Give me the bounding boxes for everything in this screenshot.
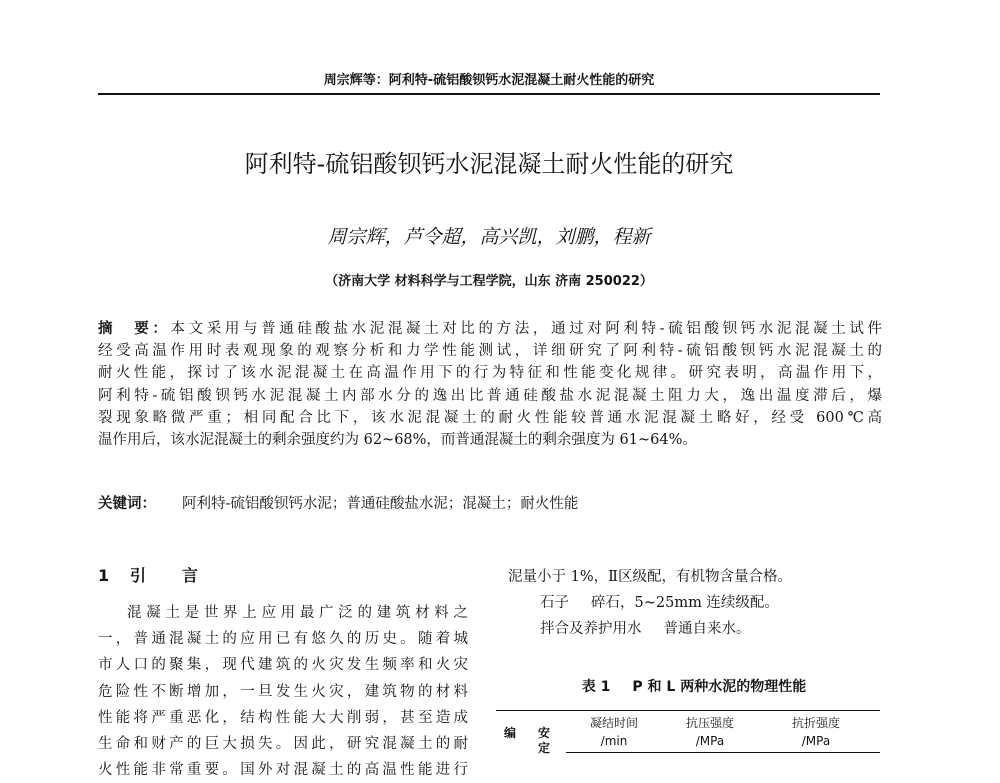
table-caption: [508, 677, 880, 697]
materials-body: [508, 564, 880, 642]
author-list: 周宗辉，芦令超，高兴凯，刘鹏，程新: [327, 226, 651, 248]
table-header-flexural-unit: /MPa: [801, 734, 831, 748]
table-number: 表 1: [581, 679, 611, 695]
abstract: [98, 318, 882, 451]
abstract-line: 经受高温作用时表观现象的观察分析和力学性能测试，详细研究了阿利特-硫铝酸钡钙水泥混凝土的: [98, 343, 882, 360]
paper-title: 阿利特-硫铝酸钡钙水泥混凝土耐火性能的研究: [244, 150, 734, 178]
section-number: 1: [98, 566, 110, 585]
abstract-line: 阿利特-硫铝酸钡钙水泥混凝土内部水分的逸出比普通硅酸盐水泥混凝土阻力大，逸出温度滞后，爆: [98, 387, 882, 404]
section-heading-char: 言: [182, 566, 199, 585]
stone-text: 碎石，5~25mm 连续级配。: [591, 595, 779, 611]
abstract-label: 摘 要：: [98, 321, 171, 337]
table-header-stability: 安定: [538, 726, 551, 755]
body-line: 生命和财产的巨大损失。因此，研究混凝土的耐: [98, 735, 468, 752]
water-label: 拌合及养护用水: [540, 621, 642, 637]
abstract-line: 裂现象略微严重；相同配合比下，该水泥混凝土的耐火性能较普通水泥混凝土略好，经受 600℃高: [98, 409, 882, 426]
section-heading: [98, 565, 298, 587]
table-header-number: 编: [504, 726, 517, 740]
abstract-line: 耐火性能，探讨了该水泥混凝土在高温作用下的行为特征和性能变化规律。研究表明，高温作用下，: [98, 365, 882, 382]
body-line: 性能将严重恶化，结构性能大大削弱，甚至造成: [98, 709, 468, 726]
running-header: 周宗辉等：阿利特-硫铝酸钡钙水泥混凝土耐火性能的研究: [323, 73, 655, 88]
water-text: 普通自来水。: [663, 621, 751, 637]
body-line: 市人口的聚集，现代建筑的火灾发生频率和火灾: [98, 657, 468, 674]
table-header-rule: [566, 752, 880, 753]
table-header-compressive: 抗压强度: [685, 716, 734, 730]
stone-label: 石子: [540, 595, 569, 611]
introduction-body: [98, 600, 468, 783]
body-line: 泥量小于 1%，Ⅱ区级配，有机物含量合格。: [508, 569, 792, 585]
table-header-compressive-unit: /MPa: [695, 734, 725, 748]
abstract-line: [98, 318, 882, 340]
abstract-text: 本文采用与普通硅酸盐水泥混凝土对比的方法，通过对阿利特-硫铝酸钡钙水泥混凝土试件: [170, 321, 883, 337]
stone-line: [508, 590, 880, 616]
water-line: [508, 616, 880, 642]
table-top-rule: [496, 710, 880, 711]
body-line: 混凝土是世界上应用最广泛的建筑材料之: [127, 605, 468, 621]
body-line: 危险性不断增加，一旦发生火灾，建筑物的材料: [98, 683, 468, 700]
body-line: 一，普通混凝土的应用已有悠久的历史。随着城: [98, 631, 468, 648]
header-rule: [98, 93, 880, 95]
table-header-flexural: 抗折强度: [791, 716, 840, 730]
table-caption-text: P 和 L 两种水泥的物理性能: [632, 679, 807, 695]
keywords-text: 阿利特-硫铝酸钡钙水泥；普通硅酸盐水泥；混凝土；耐火性能: [182, 496, 579, 512]
table-header-setting-time: 凝结时间: [589, 716, 638, 730]
body-line: 火性能非常重要。国外对混凝土的高温性能进行: [98, 762, 468, 779]
keywords-label: 关键词：: [98, 496, 156, 512]
table-header-setting-time-unit: /min: [600, 734, 628, 748]
abstract-line: 温作用后，该水泥混凝土的剩余强度约为 62~68%，而普通混凝土的剩余强度为 61~64%。: [98, 431, 697, 448]
affiliation: （济南大学 材料科学与工程学院，山东 济南 250022）: [325, 274, 653, 289]
section-heading-char: 引: [130, 566, 147, 585]
keywords: [98, 493, 882, 515]
